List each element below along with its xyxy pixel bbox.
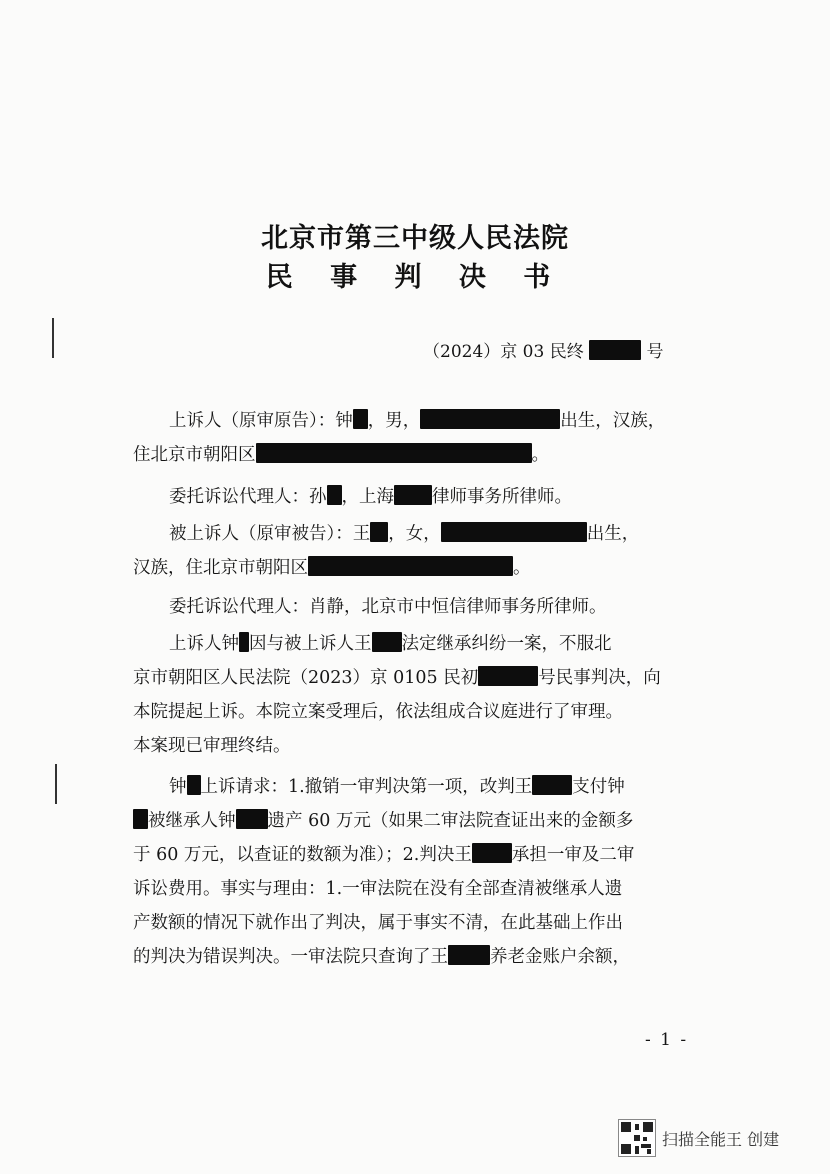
redaction	[187, 775, 201, 795]
qr-code-icon	[618, 1119, 656, 1157]
redaction	[420, 409, 560, 429]
scan-artifact-mark	[55, 764, 57, 804]
redaction	[236, 809, 268, 829]
redaction	[532, 775, 572, 795]
court-name: 北京市第三中级人民法院	[261, 223, 569, 254]
scanner-app-label: 扫描全能王 创建	[662, 1129, 780, 1149]
document-type: 民 事 判 决 书	[265, 262, 565, 293]
redaction	[256, 443, 532, 463]
scan-artifact-mark	[52, 318, 54, 358]
appellee-agent-paragraph: 委托诉讼代理人：肖静，北京市中恒信律师事务所律师。	[169, 597, 607, 617]
scanner-watermark	[618, 1118, 779, 1158]
redaction	[478, 666, 538, 686]
appeal-request-paragraph: 钟 上诉请求：1.撤销一审判决第一项，改判王 支付钟 被继承人钟 遗产 60 万元（如果二审法院查证出来的金额多 于 60 万元，以查证的数额为准）；2.判决王 承担一审及二审 诉讼费用。事实与理由：1.一审法院在没有全部查清被继承人遗 产数额的情况下就作出了判决，属于事实不清，在此基础上作出 的判决为错误判决。一审法院只查询了王 养老金账户余额，	[133, 777, 635, 967]
redaction	[353, 409, 368, 429]
redaction	[372, 632, 402, 652]
case-number: （2024）京 03 民终 号	[423, 342, 664, 362]
case-intro-paragraph: 上诉人钟 因与被上诉人王 法定继承纠纷一案，不服北 京市朝阳区人民法院（2023）京 0105 民初 号民事判决，向 本院提起上诉。本院立案受理后，依法组成合议庭进行了审理。 本案现已审理终结。	[133, 634, 661, 756]
redaction	[308, 556, 513, 576]
redaction	[589, 340, 641, 360]
redaction	[472, 843, 512, 863]
redaction	[133, 809, 148, 829]
page-number: - 1 -	[645, 1030, 689, 1050]
redaction	[448, 945, 490, 965]
redaction	[239, 632, 249, 652]
appellant-paragraph: 上诉人（原审原告）：钟 ，男， 出生，汉族， 住北京市朝阳区 。	[133, 411, 666, 465]
redaction	[370, 522, 388, 542]
appellant-agent-paragraph: 委托诉讼代理人：孙 ，上海 律师事务所律师。	[169, 487, 572, 507]
redaction	[327, 485, 342, 505]
appellee-paragraph: 被上诉人（原审被告）：王 ，女， 出生， 汉族，住北京市朝阳区 。	[133, 524, 640, 578]
redaction	[394, 485, 432, 505]
redaction	[441, 522, 587, 542]
